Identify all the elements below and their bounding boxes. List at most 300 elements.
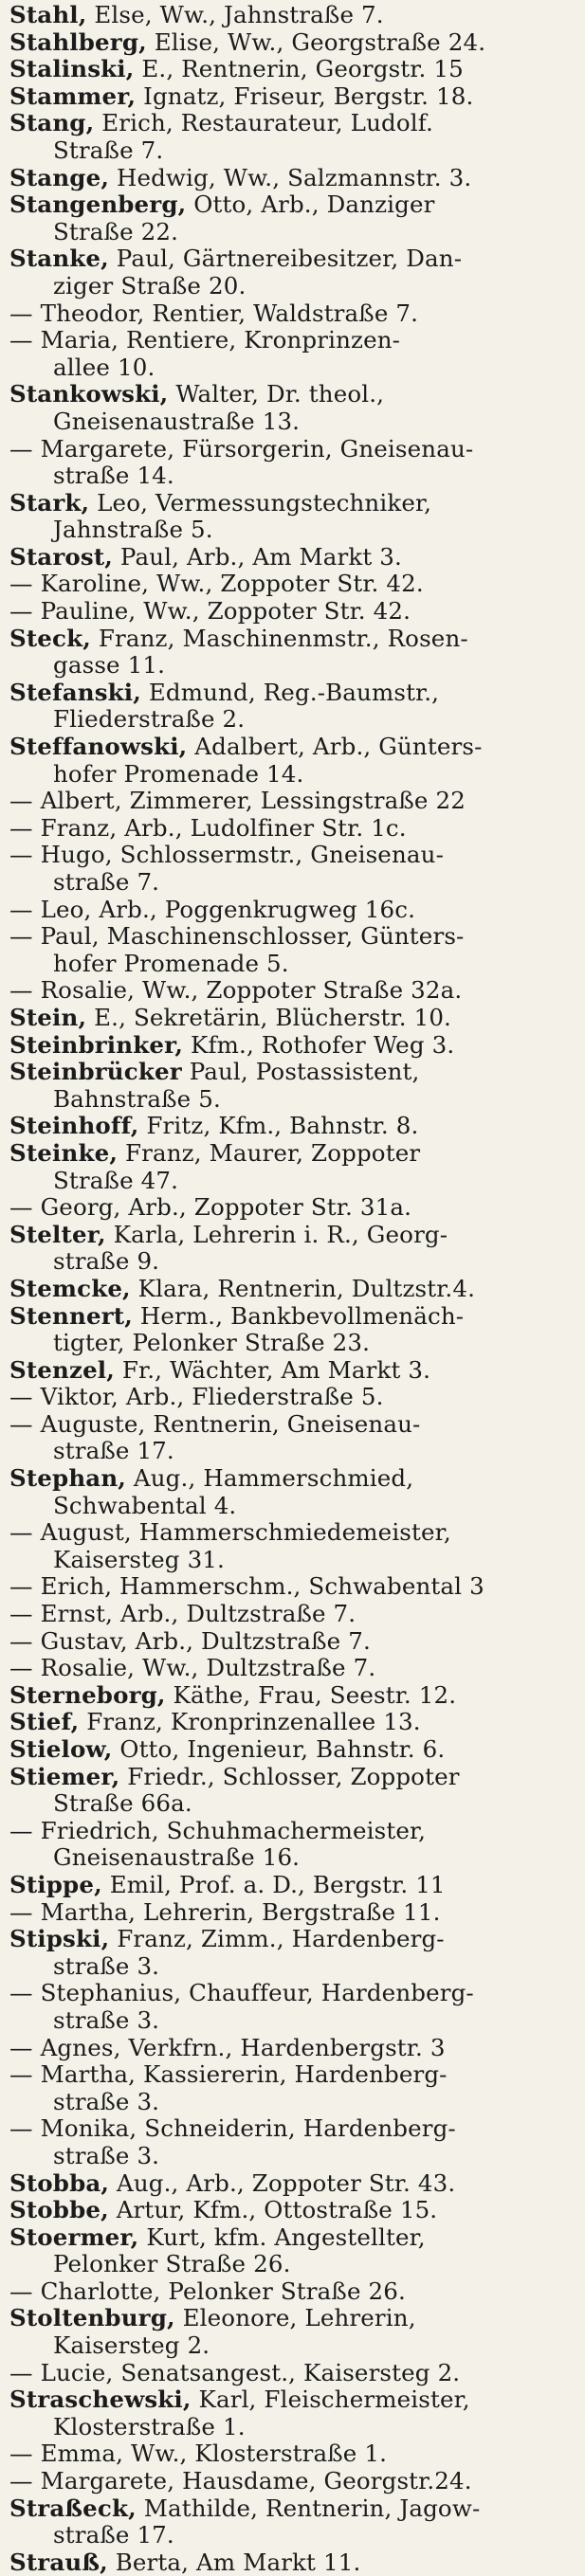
entry-continuation-line	[9, 2007, 579, 2035]
entry-text: — Monika, Schneiderin, Hardenberg-	[9, 2115, 456, 2143]
entry-line	[9, 1059, 579, 1086]
entry-continuation-line	[9, 517, 579, 544]
entry-continuation-line	[9, 1547, 579, 1574]
entry-text: — Hugo, Schlossermstr., Gneisenau-	[9, 842, 445, 869]
entry-line	[9, 56, 579, 83]
directory-entry	[9, 598, 579, 626]
surname: Sterneborg,	[9, 1681, 166, 1709]
directory-entry	[9, 1519, 579, 1573]
entry-line-content	[9, 56, 464, 82]
entry-line-content	[9, 2061, 448, 2088]
entry-text: — Erich, Hammerschm., Schwabental 3	[9, 1573, 484, 1601]
entry-line	[9, 1655, 579, 1682]
entry-line-content	[9, 2360, 460, 2386]
directory-entry	[9, 2360, 579, 2387]
entry-continuation-line	[9, 408, 579, 436]
entry-continuation-line	[9, 951, 579, 978]
entry-text: Leo, Vermessungstechniker,	[89, 489, 432, 517]
entry-line	[9, 29, 579, 57]
surname: Stennert,	[9, 1302, 133, 1330]
entry-continuation-line	[9, 1168, 579, 1195]
entry-text: Paul, Postassistent,	[181, 1059, 420, 1086]
entry-line	[9, 110, 579, 137]
entry-line-content	[9, 2414, 246, 2440]
entry-line	[9, 2360, 579, 2387]
entry-line-content	[9, 381, 384, 408]
entry-text: — Albert, Zimmerer, Lessingstraße 22	[9, 788, 466, 815]
entry-line-content	[9, 1411, 420, 1438]
surname: Stange,	[9, 164, 109, 191]
entry-line	[9, 842, 579, 869]
entry-line-content	[9, 1899, 441, 1926]
directory-entry	[9, 2305, 579, 2359]
entry-continuation-line	[9, 1493, 579, 1520]
directory-entry	[9, 1980, 579, 2034]
entry-text: — Charlotte, Pelonker Straße 26.	[9, 2277, 406, 2305]
surname: Stiemer,	[9, 1763, 120, 1790]
entry-text: E., Sekretärin, Blücherstr. 10.	[86, 1004, 451, 1031]
entry-line-content	[9, 1357, 430, 1384]
entry-continuation-line	[9, 354, 579, 382]
entry-text: Herm., Bankbevollmenäch-	[132, 1302, 465, 1330]
entry-text: gasse 11.	[53, 652, 166, 680]
entry-line	[9, 1113, 579, 1140]
directory-entry	[9, 2386, 579, 2440]
surname: Steck,	[9, 625, 91, 652]
entry-line	[9, 381, 579, 408]
directory-entry	[9, 1601, 579, 1628]
entry-text: Fritz, Kfm., Bahnstr. 8.	[138, 1113, 419, 1140]
entry-line	[9, 1411, 579, 1439]
entry-line	[9, 1573, 579, 1601]
entry-text: Ignatz, Friseur, Bergstr. 18.	[136, 82, 474, 110]
surname: Stobbe,	[9, 2197, 109, 2224]
entry-text: Adalbert, Arb., Günters-	[187, 734, 483, 761]
surname: Straßeck,	[9, 2494, 137, 2522]
entry-text: straße 9.	[53, 1248, 160, 1276]
entry-line	[9, 1303, 579, 1331]
entry-line-content	[9, 923, 464, 950]
directory-entry	[9, 626, 579, 680]
directory-entry	[9, 977, 579, 1005]
entry-line	[9, 544, 579, 571]
entry-line-content	[9, 1844, 300, 1871]
entry-text: Bahnstraße 5.	[53, 1085, 221, 1113]
entry-line-content	[9, 815, 407, 842]
directory-entry	[9, 1709, 579, 1736]
entry-line-content	[9, 1519, 451, 1546]
entry-text: straße 3.	[53, 2142, 160, 2169]
entry-text: Karl, Fleischermeister,	[191, 2386, 470, 2414]
directory-entry	[9, 1276, 579, 1303]
directory-entry	[9, 2, 579, 29]
entry-continuation-line	[9, 2143, 579, 2170]
entry-text: Käthe, Frau, Seestr. 12.	[165, 1681, 457, 1709]
entry-text: Kurt, kfm. Angestellter,	[138, 2223, 426, 2251]
entry-text: Franz, Zimm., Hardenberg-	[109, 1926, 445, 1953]
directory-entry	[9, 2440, 579, 2468]
entry-text: — Agnes, Verkfrn., Hardenbergstr. 3	[9, 2034, 446, 2061]
entry-line-content	[9, 1059, 419, 1085]
entry-line-content	[9, 1086, 221, 1113]
directory-entry	[9, 83, 579, 111]
entry-line-content	[9, 544, 402, 571]
entry-line-content	[9, 1790, 192, 1817]
entry-text: Aug., Arb., Zoppoter Str. 43.	[109, 2169, 456, 2197]
entry-text: — Maria, Rentiere, Kronprinzen-	[9, 327, 401, 354]
entry-continuation-line	[9, 706, 579, 734]
entry-line	[9, 2278, 579, 2306]
entry-line-content	[9, 137, 163, 164]
entry-line-content	[9, 680, 439, 706]
surname: Stoltenburg,	[9, 2305, 175, 2332]
surname: Stammer,	[9, 82, 137, 110]
entry-line	[9, 1276, 579, 1303]
directory-entry	[9, 1059, 579, 1113]
directory-entry	[9, 1222, 579, 1276]
directory-entry	[9, 1818, 579, 1872]
entry-line-content	[9, 1330, 370, 1356]
entry-continuation-line	[9, 869, 579, 897]
entry-line-content	[9, 1818, 426, 1844]
entry-continuation-line	[9, 1438, 579, 1465]
entry-text: Straße 7.	[53, 136, 164, 164]
entry-line-content	[9, 1113, 418, 1139]
surname: Stark,	[9, 489, 90, 517]
directory-entry	[9, 110, 579, 164]
entry-text: — Ernst, Arb., Dultzstraße 7.	[9, 1601, 356, 1628]
entry-text: — Martha, Lehrerin, Bergstraße 11.	[9, 1898, 441, 1926]
entry-line	[9, 2305, 579, 2332]
entry-line-content	[9, 652, 165, 679]
entry-line	[9, 680, 579, 707]
entry-text: — Georg, Arb., Zoppoter Str. 31a.	[9, 1194, 412, 1222]
entry-line-content	[9, 1682, 456, 1709]
entry-text: Mathilde, Rentnerin, Jagow-	[136, 2494, 481, 2522]
entry-text: — Martha, Kassiererin, Hardenberg-	[9, 2061, 448, 2089]
entry-line	[9, 1899, 579, 1927]
entry-line-content	[9, 1547, 225, 1573]
surname: Stemcke,	[9, 1275, 131, 1302]
entry-line-content	[9, 626, 468, 652]
entry-line	[9, 897, 579, 924]
entry-text: Franz, Maschinenmstr., Rosen-	[90, 625, 468, 652]
directory-entry	[9, 2468, 579, 2495]
entry-line-content	[9, 2224, 426, 2251]
entry-line	[9, 1032, 579, 1060]
directory-entry	[9, 165, 579, 192]
entry-continuation-line	[9, 1844, 579, 1872]
entry-line	[9, 245, 579, 273]
entry-text: — Lucie, Senatsangest., Kaisersteg 2.	[9, 2359, 461, 2386]
entry-line-content	[9, 734, 483, 760]
surname: Stang,	[9, 110, 95, 137]
surname: Stief,	[9, 1709, 80, 1736]
entry-line-content	[9, 1465, 413, 1492]
directory-entry	[9, 2115, 579, 2169]
entry-continuation-line	[9, 2522, 579, 2549]
entry-text: Otto, Ingenieur, Bahnstr. 6.	[112, 1736, 446, 1763]
directory-entry	[9, 2549, 579, 2576]
surname: Steinhoff,	[9, 1113, 139, 1140]
directory-entry	[9, 680, 579, 734]
entry-line	[9, 734, 579, 761]
entry-continuation-line	[9, 137, 579, 165]
entry-line-content	[9, 83, 473, 110]
entry-text: Jahnstraße 5.	[53, 517, 213, 544]
directory-entry	[9, 544, 579, 571]
entry-continuation-line	[9, 2251, 579, 2278]
entry-continuation-line	[9, 273, 579, 300]
entry-text: tigter, Pelonker Straße 23.	[53, 1330, 371, 1357]
directory-entry	[9, 1465, 579, 1519]
entry-line-content	[9, 2305, 416, 2331]
entry-text: Franz, Maurer, Zoppoter	[118, 1139, 421, 1167]
entry-text: Erich, Restaurateur, Ludolf.	[94, 110, 433, 137]
entry-line-content	[9, 1764, 460, 1790]
directory-entry	[9, 327, 579, 381]
entry-line	[9, 1764, 579, 1791]
entry-line	[9, 1384, 579, 1411]
entry-line-content	[9, 1980, 474, 2006]
entry-line-content	[9, 1276, 475, 1302]
directory-entry	[9, 490, 579, 544]
entry-line	[9, 1465, 579, 1493]
directory-entry	[9, 1899, 579, 1927]
entry-line-content	[9, 977, 462, 1004]
entry-line-content	[9, 2549, 360, 2576]
entry-continuation-line	[9, 219, 579, 246]
entry-line-content	[9, 517, 213, 543]
entry-text: Kfm., Rothofer Weg 3.	[183, 1031, 455, 1059]
entry-text: Artur, Kfm., Ottostraße 15.	[108, 2197, 438, 2224]
entry-line	[9, 436, 579, 463]
surname: Stippe,	[9, 1871, 102, 1898]
directory-entry	[9, 245, 579, 299]
entry-text: Else, Ww., Jahnstraße 7.	[86, 2, 384, 28]
entry-line-content	[9, 2278, 406, 2305]
entry-line	[9, 2197, 579, 2224]
surname: Stoermer,	[9, 2223, 139, 2251]
entry-text: Straße 66a.	[53, 1790, 192, 1818]
entry-line-content	[9, 327, 400, 354]
entry-line-content	[9, 571, 424, 597]
directory-entry	[9, 1411, 579, 1465]
entry-text: Hedwig, Ww., Salzmannstr. 3.	[109, 164, 472, 191]
entry-line	[9, 83, 579, 111]
directory-entry	[9, 436, 579, 490]
entry-text: — Stephanius, Chauffeur, Hardenberg-	[9, 1980, 474, 2007]
entry-line-content	[9, 951, 289, 977]
entry-text: Gneisenaustraße 16.	[53, 1844, 301, 1872]
entry-line-content	[9, 869, 159, 896]
entry-line-content	[9, 2522, 174, 2549]
entry-line	[9, 1736, 579, 1764]
directory-entry	[9, 1628, 579, 1656]
directory-entry	[9, 56, 579, 83]
entry-text: Gneisenaustraße 13.	[53, 408, 301, 435]
surname: Stefanski,	[9, 679, 141, 706]
entry-line	[9, 571, 579, 598]
entry-text: hofer Promenade 5.	[53, 950, 289, 977]
entry-line-content	[9, 1222, 448, 1248]
entry-text: Emil, Prof. a. D., Bergstr. 11	[101, 1871, 446, 1898]
entry-line-content	[9, 1872, 446, 1898]
entry-text: Paul, Arb., Am Markt 3.	[112, 543, 402, 571]
directory-entry	[9, 1736, 579, 1764]
entry-text: Schwabental 4.	[53, 1492, 237, 1519]
directory-entry	[9, 1303, 579, 1357]
entry-line	[9, 598, 579, 626]
entry-text: E., Rentnerin, Georgstr. 15	[134, 56, 464, 83]
entry-line-content	[9, 1655, 375, 1681]
entry-line	[9, 2440, 579, 2468]
entry-line-content	[9, 463, 174, 489]
directory-entry	[9, 191, 579, 245]
entry-line-content	[9, 490, 431, 517]
entry-line-content	[9, 436, 473, 463]
entry-line-content	[9, 706, 245, 733]
entry-continuation-line	[9, 1086, 579, 1114]
entry-line-content	[9, 1493, 236, 1519]
directory-entry	[9, 1357, 579, 1385]
entry-text: — Friedrich, Schuhmachermeister,	[9, 1817, 427, 1844]
entry-line-content	[9, 2495, 480, 2522]
entry-text: — Rosalie, Ww., Zoppoter Straße 32a.	[9, 977, 463, 1005]
entry-line-content	[9, 29, 485, 56]
surname: Stahlberg,	[9, 28, 147, 56]
entry-line	[9, 1005, 579, 1032]
entry-continuation-line	[9, 463, 579, 490]
directory-entry	[9, 1872, 579, 1899]
entry-line-content	[9, 1601, 356, 1627]
entry-line	[9, 2224, 579, 2252]
entry-continuation-line	[9, 2332, 579, 2360]
entry-line	[9, 327, 579, 354]
entry-text: Pelonker Straße 26.	[53, 2251, 291, 2278]
entry-text: straße 14.	[53, 463, 174, 490]
entry-text: straße 17.	[53, 1438, 174, 1465]
directory-entry	[9, 2278, 579, 2306]
entry-text: Straße 22.	[53, 218, 179, 245]
directory-entry	[9, 2170, 579, 2198]
entry-text: — Theodor, Rentier, Waldstraße 7.	[9, 299, 419, 327]
entry-text: — August, Hammerschmiedemeister,	[9, 1519, 451, 1547]
directory-entry	[9, 1032, 579, 1060]
entry-text: Elise, Ww., Georgstraße 24.	[146, 28, 486, 56]
entry-line	[9, 2061, 579, 2089]
entry-continuation-line	[9, 2089, 579, 2116]
entry-text: — Rosalie, Ww., Dultzstraße 7.	[9, 1655, 376, 1682]
entry-line	[9, 1872, 579, 1899]
surname: Stelter,	[9, 1221, 106, 1248]
entry-line-content	[9, 1140, 420, 1167]
entry-line	[9, 2549, 579, 2576]
entry-line	[9, 1926, 579, 1953]
entry-list	[9, 2, 579, 2576]
entry-line-content	[9, 1573, 484, 1600]
surname: Steinbrinker,	[9, 1031, 184, 1059]
entry-line	[9, 1222, 579, 1249]
entry-line-content	[9, 842, 444, 868]
entry-line-content	[9, 1709, 421, 1735]
entry-text: — Margarete, Fürsorgerin, Gneisenau-	[9, 435, 474, 463]
entry-text: Eleonore, Lehrerin,	[174, 2305, 416, 2332]
entry-text: straße 3.	[53, 1952, 160, 1980]
directory-entry	[9, 923, 579, 977]
directory-entry	[9, 897, 579, 924]
entry-text: — Karoline, Ww., Zoppoter Str. 42.	[9, 571, 424, 598]
directory-entry	[9, 29, 579, 57]
entry-text: — Pauline, Ww., Zoppoter Str. 42.	[9, 598, 411, 626]
entry-text: Otto, Arb., Danziger	[186, 191, 435, 219]
entry-continuation-line	[9, 652, 579, 680]
entry-text: hofer Promenade 14.	[53, 760, 304, 788]
entry-text: Franz, Kronprinzenallee 13.	[79, 1709, 421, 1736]
directory-entry	[9, 1764, 579, 1818]
surname: Stankowski,	[9, 381, 169, 408]
entry-text: — Franz, Arb., Ludolfiner Str. 1c.	[9, 814, 407, 842]
entry-line-content	[9, 2197, 437, 2223]
entry-line-content	[9, 191, 435, 218]
entry-line-content	[9, 2440, 387, 2467]
entry-text: — Viktor, Arb., Fliederstraße 5.	[9, 1384, 384, 1411]
entry-line-content	[9, 300, 418, 327]
directory-entry	[9, 1005, 579, 1032]
entry-line-content	[9, 1248, 159, 1275]
directory-entry	[9, 788, 579, 815]
entry-line	[9, 1709, 579, 1736]
entry-line-content	[9, 1032, 454, 1059]
directory-entry	[9, 2197, 579, 2224]
entry-line-content	[9, 2143, 159, 2169]
entry-text: — Leo, Arb., Poggenkrugweg 16c.	[9, 896, 416, 923]
entry-line-content	[9, 273, 246, 299]
entry-text: — Gustav, Arb., Dultzstraße 7.	[9, 1627, 371, 1655]
surname: Stobba,	[9, 2169, 110, 2197]
entry-text: straße 7.	[53, 869, 160, 896]
entry-text: — Emma, Ww., Klosterstraße 1.	[9, 2440, 388, 2468]
entry-text: Klosterstraße 1.	[53, 2413, 246, 2440]
entry-line-content	[9, 245, 462, 272]
directory-entry	[9, 2035, 579, 2062]
entry-line-content	[9, 761, 303, 788]
entry-line	[9, 300, 579, 328]
entry-line	[9, 923, 579, 951]
entry-text: Klara, Rentnerin, Dultzstr.4.	[130, 1275, 476, 1302]
entry-line	[9, 191, 579, 219]
entry-line	[9, 2035, 579, 2062]
surname: Steinke,	[9, 1139, 119, 1167]
entry-text: straße 3.	[53, 2006, 160, 2034]
entry-line-content	[9, 598, 411, 625]
entry-continuation-line	[9, 1953, 579, 1981]
entry-text: Aug., Hammerschmied,	[125, 1465, 414, 1493]
entry-line-content	[9, 354, 155, 381]
entry-line-content	[9, 2468, 472, 2494]
directory-page	[0, 2, 585, 2576]
surname: Stephan,	[9, 1465, 126, 1493]
entry-line	[9, 1818, 579, 1845]
entry-line	[9, 626, 579, 653]
entry-text: Walter, Dr. theol.,	[168, 381, 385, 408]
directory-entry	[9, 381, 579, 435]
surname: Stalinski,	[9, 56, 135, 83]
entry-continuation-line	[9, 1790, 579, 1818]
directory-entry	[9, 300, 579, 328]
entry-text: Fliederstraße 2.	[53, 706, 246, 734]
surname: Stipski,	[9, 1926, 110, 1953]
